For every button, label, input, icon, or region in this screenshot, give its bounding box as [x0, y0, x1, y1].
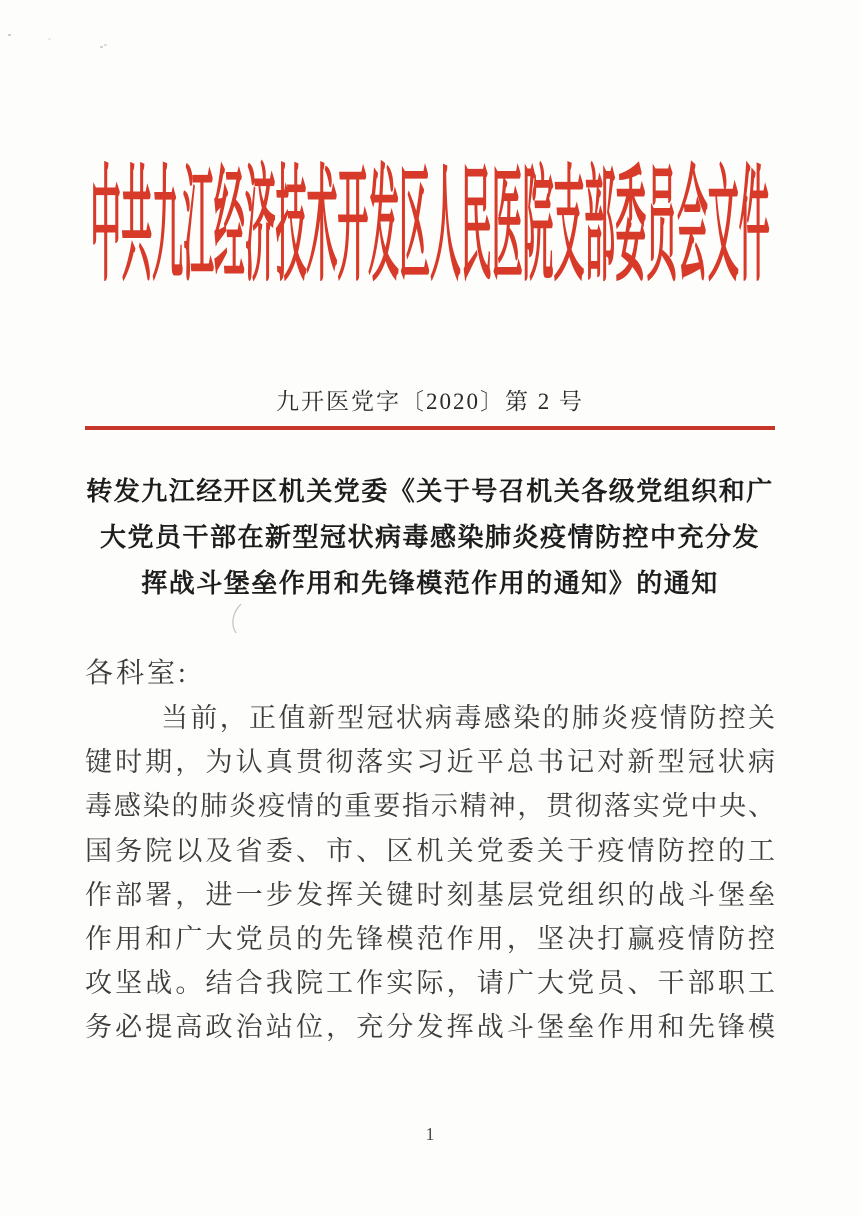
paragraph-line: 国务院以及省委、市、区机关党委关于疫情防控的工	[85, 835, 775, 866]
paragraph-line: 毒感染的肺炎疫情的重要指示精神，贯彻落实党中央、	[85, 791, 775, 822]
page-number: 1	[425, 1124, 435, 1144]
title-line-2: 大党员干部在新型冠状病毒感染肺炎疫情防控中充分发	[99, 522, 760, 552]
scan-pen-mark	[228, 602, 244, 636]
title-line-3: 挥战斗堡垒作用和先锋模范作用的通知》的通知	[141, 568, 719, 598]
paragraph-line: 当前，正值新型冠状病毒感染的肺炎疫情防控关	[161, 703, 775, 733]
paragraph-line: 作部署，进一步发挥关键时刻基层党组织的战斗堡垒	[85, 879, 775, 910]
title-line-1: 转发九江经开区机关党委《关于号召机关各级党组织和广	[86, 476, 774, 506]
paragraph-line: 务必提高政治站位，充分发挥战斗堡垒作用和先锋模	[85, 1012, 775, 1043]
paragraph-line: 作用和广大党员的先锋模范作用，坚决打赢疫情防控	[85, 923, 775, 954]
scan-noise-specks	[8, 34, 11, 36]
body-paragraph	[85, 696, 775, 1050]
paragraph-line: 键时期，为认真贯彻落实习近平总书记对新型冠状病	[85, 747, 775, 778]
red-divider-line	[85, 426, 775, 430]
paragraph-line: 攻坚战。结合我院工作实际，请广大党员、干部职工	[85, 968, 775, 999]
salutation: 各科室:	[85, 658, 189, 689]
issuing-org-title: 中共九江经济技术开发区人民医院支部委员会文件	[90, 158, 770, 297]
document-number: 九开医党字〔2020〕第 2 号	[276, 389, 584, 414]
red-header-banner	[0, 158, 860, 298]
document-title	[60, 468, 800, 606]
